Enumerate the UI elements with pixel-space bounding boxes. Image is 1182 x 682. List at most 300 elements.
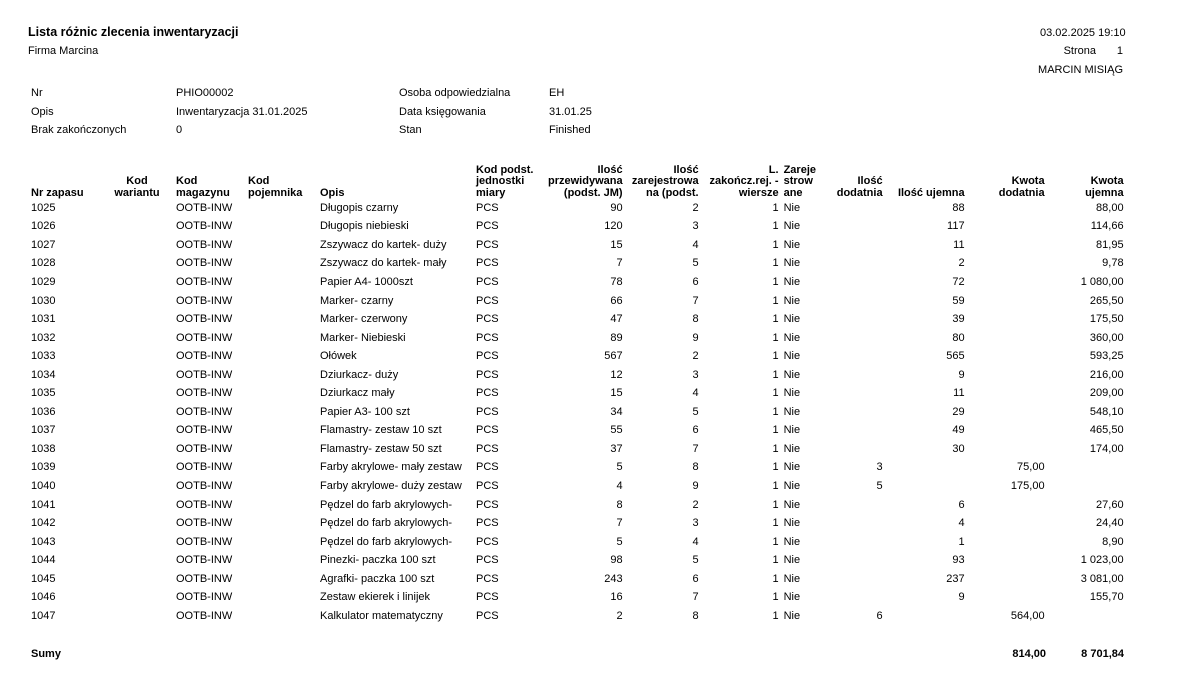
cell-kod-pojemnika (245, 570, 317, 589)
cell-kwota-ujemna: 3 081,00 (1080, 572, 1124, 585)
cell-nr-zapasu: 1036 (31, 405, 56, 418)
col-ilosc-ujemna: Ilość ujemna (897, 186, 965, 199)
cell-kod-pojemnika (245, 310, 317, 329)
cell-nr-zapasu: 1034 (31, 368, 56, 381)
cell-ilosc-przewidywana: 34 (610, 405, 623, 418)
cell-zakoncz-rej: 1 (772, 331, 779, 344)
cell-zarejestrowane: Nie (783, 257, 801, 270)
cell-kod-pojemnika (245, 496, 317, 515)
cell-kod-pojemnika (245, 199, 317, 218)
data-ksiegowania-value: 31.01.25 (549, 106, 592, 118)
cell-kod-magazynu: OOTB-INW (176, 257, 233, 270)
cell-nr-zapasu: 1028 (31, 257, 56, 270)
cell-ilosc-zarejestrowana: 3 (692, 368, 699, 381)
cell-zakoncz-rej: 1 (772, 313, 779, 326)
cell-kwota-dodatnia: 75,00 (1017, 461, 1045, 474)
cell-zarejestrowane: Nie (783, 517, 801, 530)
cell-ilosc-ujemna: 93 (952, 554, 965, 567)
cell-ilosc-zarejestrowana: 2 (692, 498, 699, 511)
col-ilosc-dodatnia: Ilość dodatnia (836, 175, 883, 199)
cell-ilosc-zarejestrowana: 5 (692, 554, 699, 567)
cell-ilosc-ujemna: 29 (952, 405, 965, 418)
cell-ilosc-dodatnia (825, 236, 885, 255)
cell-kod-wariantu (100, 236, 173, 255)
cell-kod-magazynu: OOTB-INW (176, 479, 233, 492)
cell-kwota-dodatnia (967, 588, 1047, 607)
cell-jednostka: PCS (476, 238, 499, 251)
cell-zarejestrowane: Nie (783, 554, 801, 567)
cell-opis: Dziurkacz mały (320, 387, 395, 400)
cell-ilosc-przewidywana: 8 (616, 498, 623, 511)
cell-zakoncz-rej: 1 (772, 238, 779, 251)
cell-opis: Papier A4- 1000szt (320, 275, 413, 288)
cell-kod-pojemnika (245, 403, 317, 422)
cell-zarejestrowane: Nie (783, 220, 801, 233)
cell-kod-wariantu (100, 310, 173, 329)
cell-ilosc-przewidywana: 89 (610, 331, 623, 344)
cell-zakoncz-rej: 1 (772, 498, 779, 511)
report-title: Lista różnic zlecenia inwentaryzacji (28, 25, 239, 39)
totals-label: Sumy (31, 648, 61, 660)
col-kod-wariantu: Kod wariantu (114, 175, 160, 199)
cell-ilosc-przewidywana: 567 (604, 350, 623, 363)
cell-ilosc-ujemna: 88 (952, 201, 965, 214)
cell-kwota-ujemna: 81,95 (1096, 238, 1124, 251)
cell-nr-zapasu: 1033 (31, 350, 56, 363)
cell-kwota-ujemna: 175,50 (1089, 313, 1124, 326)
cell-kwota-dodatnia: 564,00 (1010, 609, 1045, 622)
cell-ilosc-przewidywana: 66 (610, 294, 623, 307)
cell-ilosc-zarejestrowana: 9 (692, 331, 699, 344)
cell-kod-wariantu (100, 218, 173, 237)
cell-kod-magazynu: OOTB-INW (176, 220, 233, 233)
cell-nr-zapasu: 1025 (31, 201, 56, 214)
cell-kod-magazynu: OOTB-INW (176, 517, 233, 530)
cell-kod-wariantu (100, 588, 173, 607)
user-name: MARCIN MISIĄG (1038, 64, 1123, 76)
cell-kod-magazynu: OOTB-INW (176, 405, 233, 418)
cell-jednostka: PCS (476, 461, 499, 474)
cell-opis: Zszywacz do kartek- mały (320, 257, 447, 270)
cell-jednostka: PCS (476, 405, 499, 418)
cell-zarejestrowane: Nie (783, 294, 801, 307)
table-row (28, 477, 1126, 496)
cell-zarejestrowane: Nie (783, 201, 801, 214)
cell-jednostka: PCS (476, 535, 499, 548)
cell-kwota-dodatnia (967, 218, 1047, 237)
cell-zarejestrowane: Nie (783, 313, 801, 326)
cell-zarejestrowane: Nie (783, 368, 801, 381)
cell-ilosc-ujemna: 80 (952, 331, 965, 344)
cell-zakoncz-rej: 1 (772, 609, 779, 622)
cell-kod-magazynu: OOTB-INW (176, 572, 233, 585)
cell-kod-magazynu: OOTB-INW (176, 275, 233, 288)
cell-ilosc-ujemna: 39 (952, 313, 965, 326)
cell-kod-magazynu: OOTB-INW (176, 554, 233, 567)
cell-kod-magazynu: OOTB-INW (176, 331, 233, 344)
cell-nr-zapasu: 1031 (31, 313, 56, 326)
cell-kod-magazynu: OOTB-INW (176, 442, 233, 455)
cell-zarejestrowane: Nie (783, 572, 801, 585)
cell-ilosc-dodatnia (825, 533, 885, 552)
cell-kod-magazynu: OOTB-INW (176, 238, 233, 251)
cell-kod-wariantu (100, 403, 173, 422)
cell-ilosc-zarejestrowana: 5 (692, 257, 699, 270)
cell-nr-zapasu: 1026 (31, 220, 56, 233)
cell-kwota-dodatnia (967, 273, 1047, 292)
cell-ilosc-ujemna: 6 (958, 498, 965, 511)
cell-ilosc-zarejestrowana: 4 (692, 238, 699, 251)
cell-kod-wariantu (100, 551, 173, 570)
cell-kwota-ujemna: 360,00 (1089, 331, 1124, 344)
cell-opis: Ołówek (320, 350, 357, 363)
cell-ilosc-ujemna: 117 (947, 220, 965, 233)
cell-zakoncz-rej: 1 (772, 572, 779, 585)
cell-kod-pojemnika (245, 255, 317, 274)
cell-zarejestrowane: Nie (783, 591, 801, 604)
cell-kwota-ujemna: 27,60 (1096, 498, 1124, 511)
cell-kwota-ujemna (1047, 607, 1126, 626)
table-row (28, 218, 1126, 237)
cell-zakoncz-rej: 1 (772, 387, 779, 400)
cell-kwota-dodatnia (967, 255, 1047, 274)
cell-kod-wariantu (100, 496, 173, 515)
cell-jednostka: PCS (476, 479, 499, 492)
cell-opis: Papier A3- 100 szt (320, 405, 410, 418)
cell-kod-pojemnika (245, 588, 317, 607)
cell-ilosc-ujemna: 59 (952, 294, 965, 307)
cell-zarejestrowane: Nie (783, 275, 801, 288)
cell-nr-zapasu: 1038 (31, 442, 56, 455)
cell-nr-zapasu: 1041 (31, 498, 56, 511)
cell-kwota-ujemna: 548,10 (1089, 405, 1124, 418)
cell-opis: Pędzel do farb akrylowych- (320, 498, 453, 511)
cell-kod-pojemnika (245, 236, 317, 255)
cell-nr-zapasu: 1045 (31, 572, 56, 585)
cell-opis: Flamastry- zestaw 10 szt (320, 424, 442, 437)
cell-kod-wariantu (100, 533, 173, 552)
cell-kod-pojemnika (245, 347, 317, 366)
table-row (28, 496, 1126, 515)
cell-opis: Kalkulator matematyczny (320, 609, 443, 622)
cell-kod-magazynu: OOTB-INW (176, 201, 233, 214)
cell-kwota-dodatnia (967, 310, 1047, 329)
stan-label: Stan (399, 124, 422, 136)
cell-jednostka: PCS (476, 442, 499, 455)
stan-value: Finished (549, 124, 591, 136)
cell-kod-pojemnika (245, 366, 317, 385)
table-row (28, 459, 1126, 478)
cell-zakoncz-rej: 1 (772, 368, 779, 381)
cell-kwota-dodatnia (967, 366, 1047, 385)
cell-zarejestrowane: Nie (783, 442, 801, 455)
cell-kod-wariantu (100, 292, 173, 311)
cell-ilosc-dodatnia (825, 310, 885, 329)
col-kwota-ujemna: Kwota ujemna (1085, 175, 1124, 199)
cell-opis: Długopis niebieski (320, 220, 409, 233)
cell-ilosc-dodatnia (825, 588, 885, 607)
col-ilosc-zarejestrowana: Ilość zarejestrowa na (podst. (631, 163, 699, 199)
cell-ilosc-przewidywana: 16 (610, 591, 623, 604)
table-row (28, 570, 1126, 589)
cell-jednostka: PCS (476, 313, 499, 326)
cell-kwota-dodatnia (967, 199, 1047, 218)
cell-ilosc-zarejestrowana: 8 (692, 461, 699, 474)
cell-zarejestrowane: Nie (783, 535, 801, 548)
cell-opis: Flamastry- zestaw 50 szt (320, 442, 442, 455)
cell-ilosc-ujemna (885, 477, 967, 496)
cell-ilosc-ujemna: 4 (958, 517, 965, 530)
cell-ilosc-dodatnia (825, 551, 885, 570)
cell-jednostka: PCS (476, 368, 499, 381)
cell-kwota-ujemna: 88,00 (1096, 201, 1124, 214)
table-row (28, 422, 1126, 441)
col-ilosc-przewidywana: Ilość przewidywana (podst. JM) (548, 163, 623, 199)
cell-ilosc-przewidywana: 55 (610, 424, 623, 437)
cell-nr-zapasu: 1047 (31, 609, 56, 622)
table-header-row (28, 160, 1126, 199)
cell-kod-wariantu (100, 384, 173, 403)
nr-value: PHIO00002 (176, 87, 234, 99)
cell-ilosc-ujemna: 1 (958, 535, 965, 548)
cell-kwota-dodatnia (967, 236, 1047, 255)
cell-kod-pojemnika (245, 422, 317, 441)
cell-nr-zapasu: 1032 (31, 331, 56, 344)
cell-ilosc-przewidywana: 5 (616, 461, 623, 474)
cell-kwota-ujemna: 8,90 (1102, 535, 1124, 548)
cell-nr-zapasu: 1044 (31, 554, 56, 567)
cell-jednostka: PCS (476, 387, 499, 400)
cell-ilosc-zarejestrowana: 8 (692, 313, 699, 326)
cell-kwota-ujemna: 265,50 (1089, 294, 1124, 307)
totals-kwota-ujemna: 8 701,84 (1081, 648, 1124, 660)
cell-nr-zapasu: 1027 (31, 238, 56, 251)
table-row (28, 329, 1126, 348)
cell-ilosc-ujemna (885, 459, 967, 478)
cell-ilosc-ujemna: 237 (946, 572, 965, 585)
cell-kwota-ujemna: 174,00 (1089, 442, 1124, 455)
cell-kwota-dodatnia (967, 570, 1047, 589)
cell-kod-magazynu: OOTB-INW (176, 461, 233, 474)
cell-ilosc-dodatnia (825, 255, 885, 274)
cell-kwota-dodatnia (967, 440, 1047, 459)
cell-ilosc-ujemna: 9 (958, 368, 965, 381)
cell-kod-pojemnika (245, 533, 317, 552)
cell-kod-pojemnika (245, 329, 317, 348)
cell-ilosc-dodatnia (825, 347, 885, 366)
cell-kod-wariantu (100, 477, 173, 496)
cell-kwota-dodatnia (967, 347, 1047, 366)
cell-ilosc-zarejestrowana: 7 (692, 442, 699, 455)
cell-nr-zapasu: 1040 (31, 479, 56, 492)
cell-ilosc-zarejestrowana: 3 (692, 517, 699, 530)
col-zarejestrowane: Zareje strow ane (783, 163, 816, 199)
cell-ilosc-przewidywana: 78 (610, 275, 623, 288)
cell-ilosc-zarejestrowana: 3 (692, 220, 699, 233)
table-row (28, 255, 1126, 274)
cell-ilosc-dodatnia (825, 570, 885, 589)
cell-jednostka: PCS (476, 572, 499, 585)
cell-kwota-ujemna (1047, 477, 1126, 496)
cell-kod-magazynu: OOTB-INW (176, 535, 233, 548)
cell-ilosc-dodatnia (825, 403, 885, 422)
cell-nr-zapasu: 1042 (31, 517, 56, 530)
cell-zarejestrowane: Nie (783, 461, 801, 474)
cell-jednostka: PCS (476, 517, 499, 530)
cell-ilosc-dodatnia (825, 422, 885, 441)
cell-ilosc-dodatnia (825, 384, 885, 403)
cell-kod-magazynu: OOTB-INW (176, 498, 233, 511)
cell-kwota-ujemna: 1 080,00 (1080, 275, 1124, 288)
cell-ilosc-dodatnia: 5 (876, 479, 883, 492)
table-row (28, 292, 1126, 311)
cell-kod-pojemnika (245, 440, 317, 459)
cell-ilosc-przewidywana: 98 (610, 554, 623, 567)
cell-opis: Marker- czarny (320, 294, 394, 307)
cell-ilosc-ujemna: 565 (946, 350, 965, 363)
nr-label: Nr (31, 87, 43, 99)
cell-nr-zapasu: 1037 (31, 424, 56, 437)
cell-ilosc-zarejestrowana: 6 (692, 572, 699, 585)
col-nr-zapasu: Nr zapasu (31, 186, 84, 199)
cell-kod-pojemnika (245, 514, 317, 533)
cell-zakoncz-rej: 1 (772, 257, 779, 270)
cell-ilosc-dodatnia: 3 (876, 461, 883, 474)
table-row (28, 551, 1126, 570)
cell-kod-pojemnika (245, 292, 317, 311)
brak-label: Brak zakończonych (31, 124, 127, 136)
cell-jednostka: PCS (476, 609, 499, 622)
cell-ilosc-zarejestrowana: 4 (692, 387, 699, 400)
report-datetime: 03.02.2025 19:10 (1040, 27, 1126, 39)
cell-ilosc-przewidywana: 2 (616, 609, 623, 622)
cell-ilosc-dodatnia (825, 514, 885, 533)
table-row (28, 607, 1126, 626)
cell-opis: Marker- czerwony (320, 313, 408, 326)
cell-opis: Agrafki- paczka 100 szt (320, 572, 435, 585)
osoba-label: Osoba odpowiedzialna (399, 87, 511, 99)
cell-ilosc-przewidywana: 7 (616, 517, 623, 530)
cell-zakoncz-rej: 1 (772, 554, 779, 567)
cell-kwota-dodatnia (967, 292, 1047, 311)
differences-table (28, 160, 1126, 626)
cell-jednostka: PCS (476, 220, 499, 233)
cell-kwota-dodatnia (967, 551, 1047, 570)
cell-ilosc-dodatnia: 6 (876, 609, 883, 622)
cell-kod-wariantu (100, 607, 173, 626)
table-row (28, 199, 1126, 218)
page-number: 1 (1116, 45, 1123, 57)
cell-kod-pojemnika (245, 218, 317, 237)
cell-kod-pojemnika (245, 459, 317, 478)
col-kod-pojemnika: Kod pojemnika (248, 175, 303, 199)
totals-kwota-dodatnia: 814,00 (1012, 648, 1046, 660)
cell-opis: Farby akrylowe- duży zestaw (320, 479, 462, 492)
cell-ilosc-dodatnia (825, 496, 885, 515)
cell-zakoncz-rej: 1 (772, 479, 779, 492)
cell-zakoncz-rej: 1 (772, 201, 779, 214)
cell-kod-magazynu: OOTB-INW (176, 350, 233, 363)
cell-zakoncz-rej: 1 (772, 405, 779, 418)
cell-ilosc-zarejestrowana: 2 (692, 350, 699, 363)
cell-jednostka: PCS (476, 424, 499, 437)
cell-ilosc-przewidywana: 7 (616, 257, 623, 270)
cell-ilosc-dodatnia (825, 329, 885, 348)
cell-nr-zapasu: 1029 (31, 275, 56, 288)
table-row (28, 403, 1126, 422)
cell-jednostka: PCS (476, 591, 499, 604)
cell-jednostka: PCS (476, 331, 499, 344)
cell-zarejestrowane: Nie (783, 479, 801, 492)
cell-opis: Marker- Niebieski (320, 331, 406, 344)
cell-ilosc-dodatnia (825, 440, 885, 459)
cell-kwota-dodatnia (967, 329, 1047, 348)
cell-ilosc-zarejestrowana: 8 (692, 609, 699, 622)
table-row (28, 533, 1126, 552)
cell-zakoncz-rej: 1 (772, 424, 779, 437)
cell-kod-magazynu: OOTB-INW (176, 591, 233, 604)
cell-kwota-dodatnia (967, 403, 1047, 422)
cell-kwota-ujemna: 1 023,00 (1080, 554, 1124, 567)
cell-jednostka: PCS (476, 201, 499, 214)
table-row (28, 384, 1126, 403)
cell-jednostka: PCS (476, 554, 499, 567)
company-name: Firma Marcina (28, 45, 99, 57)
col-opis: Opis (320, 186, 345, 199)
opis-label: Opis (31, 106, 54, 118)
cell-zakoncz-rej: 1 (772, 591, 779, 604)
cell-kod-wariantu (100, 273, 173, 292)
cell-kod-wariantu (100, 255, 173, 274)
cell-zakoncz-rej: 1 (772, 275, 779, 288)
cell-nr-zapasu: 1043 (31, 535, 56, 548)
cell-ilosc-zarejestrowana: 5 (692, 405, 699, 418)
cell-nr-zapasu: 1046 (31, 591, 56, 604)
cell-nr-zapasu: 1035 (31, 387, 56, 400)
cell-kod-wariantu (100, 440, 173, 459)
cell-ilosc-dodatnia (825, 273, 885, 292)
table-row (28, 236, 1126, 255)
cell-opis: Długopis czarny (320, 201, 399, 214)
cell-ilosc-zarejestrowana: 6 (692, 275, 699, 288)
cell-ilosc-ujemna: 30 (952, 442, 965, 455)
cell-zarejestrowane: Nie (783, 387, 801, 400)
cell-opis: Zestaw ekierek i linijek (320, 591, 431, 604)
cell-opis: Pędzel do farb akrylowych- (320, 517, 453, 530)
cell-ilosc-dodatnia (825, 218, 885, 237)
cell-kod-magazynu: OOTB-INW (176, 294, 233, 307)
cell-zakoncz-rej: 1 (772, 220, 779, 233)
cell-ilosc-przewidywana: 12 (610, 368, 623, 381)
cell-kwota-ujemna: 593,25 (1089, 350, 1124, 363)
cell-jednostka: PCS (476, 350, 499, 363)
cell-ilosc-przewidywana: 37 (610, 442, 623, 455)
cell-jednostka: PCS (476, 275, 499, 288)
cell-zarejestrowane: Nie (783, 498, 801, 511)
cell-kod-pojemnika (245, 607, 317, 626)
osoba-value: EH (549, 87, 565, 99)
cell-opis: Pędzel do farb akrylowych- (320, 535, 453, 548)
cell-zarejestrowane: Nie (783, 238, 801, 251)
cell-kod-wariantu (100, 366, 173, 385)
cell-kod-wariantu (100, 347, 173, 366)
cell-ilosc-ujemna: 49 (952, 424, 965, 437)
col-kwota-dodatnia: Kwota dodatnia (998, 175, 1045, 199)
cell-zakoncz-rej: 1 (772, 535, 779, 548)
cell-ilosc-zarejestrowana: 6 (692, 424, 699, 437)
cell-ilosc-dodatnia (825, 292, 885, 311)
cell-kod-wariantu (100, 514, 173, 533)
